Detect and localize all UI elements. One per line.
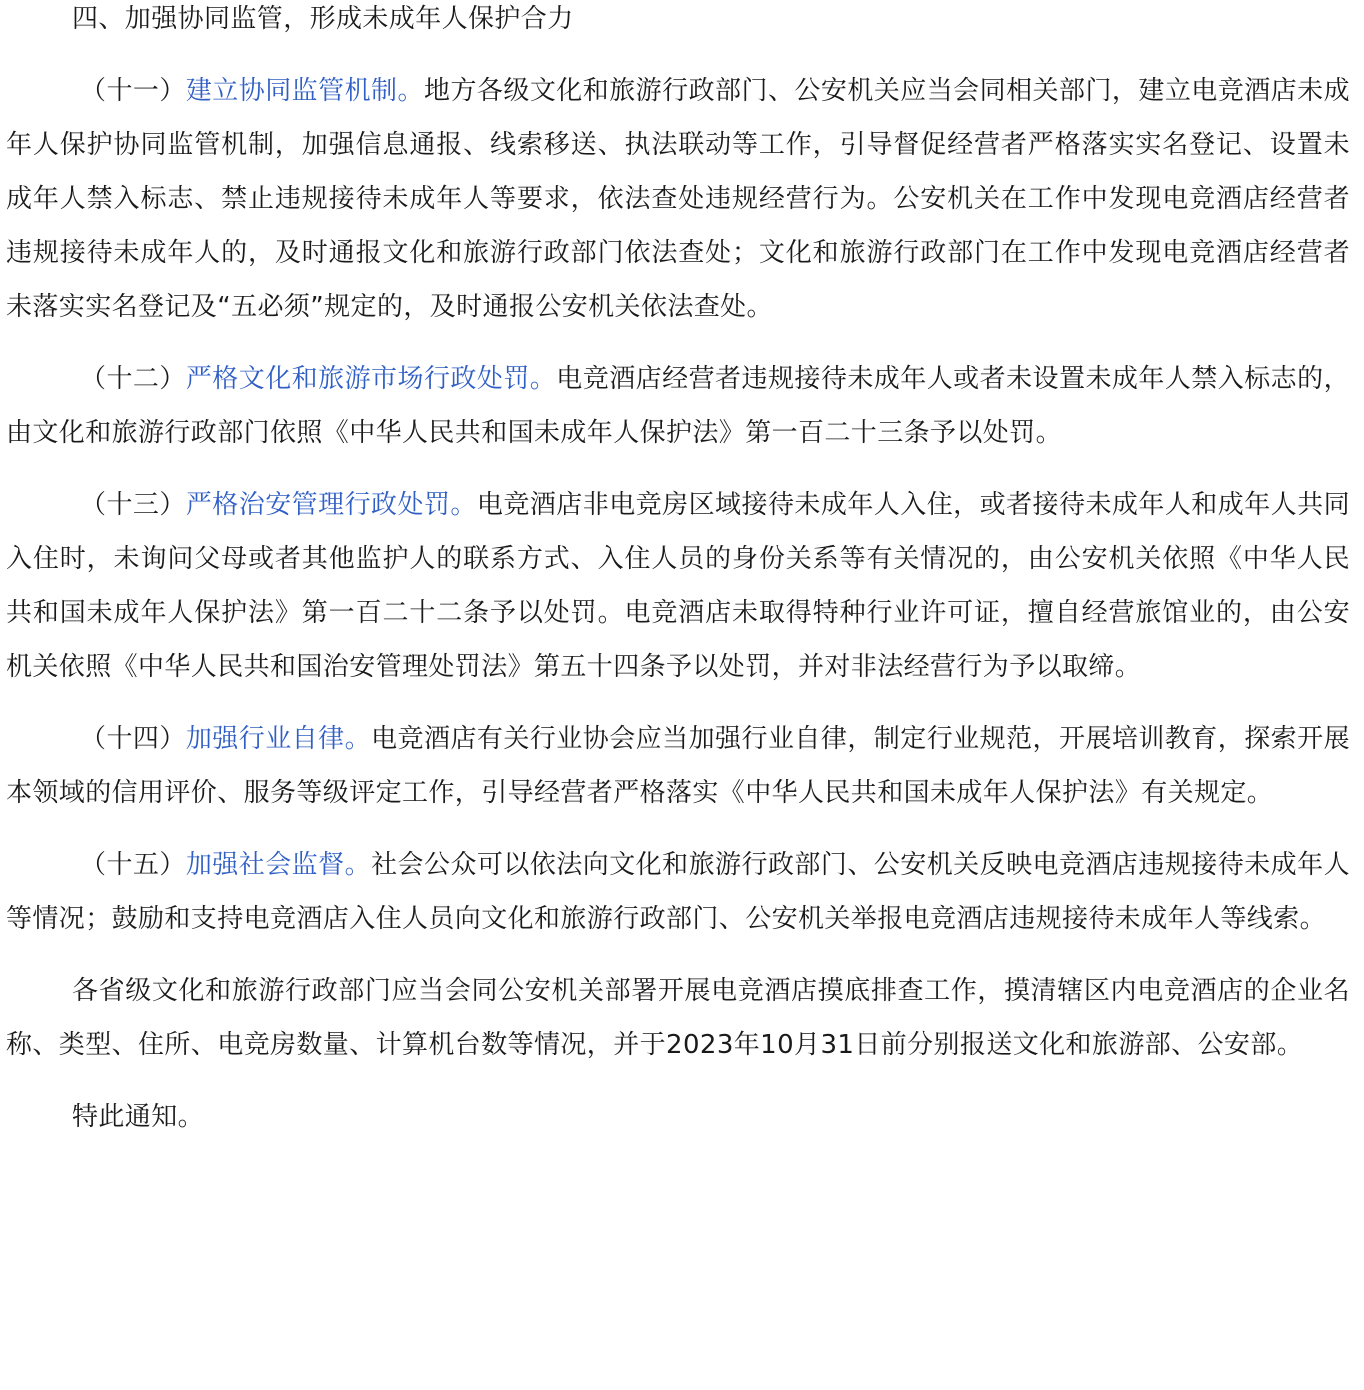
- item-paragraph-15: [6, 838, 1350, 946]
- section-heading: 四、加强协同监管，形成未成年人保护合力: [72, 4, 574, 34]
- item-number: （十四）: [80, 724, 186, 754]
- sign-off: 特此通知。: [72, 1102, 205, 1132]
- item-number: （十三）: [80, 490, 186, 520]
- item-title: 加强社会监督。: [185, 850, 372, 880]
- item-paragraph-13: [6, 478, 1350, 694]
- item-title: 严格文化和旅游市场行政处罚。: [185, 364, 557, 394]
- item-number: （十二）: [80, 364, 186, 394]
- item-title: 严格治安管理行政处罚。: [185, 490, 477, 520]
- item-paragraph-11: [6, 64, 1350, 334]
- item-paragraph-14: [6, 712, 1350, 820]
- item-number: （十五）: [80, 850, 186, 880]
- item-body: 社会公众可以依法向文化和旅游行政部门、公安机关反映电竞酒店违规接待未成年人等情况；鼓励和支持电竞酒店入住人员向文化和旅游行政部门、公安机关举报电竞酒店违规接待未成年人等线索。: [6, 850, 1350, 934]
- closing-paragraph: 各省级文化和旅游行政部门应当会同公安机关部署开展电竞酒店摸底排查工作，摸清辖区内电竞酒店的企业名称、类型、住所、电竞房数量、计算机台数等情况，并于2023年10月31日前分别报送文化和旅游部、公安部。: [6, 976, 1350, 1060]
- item-number: （十一）: [80, 76, 186, 106]
- item-title: 加强行业自律。: [185, 724, 372, 754]
- item-title: 建立协同监管机制。: [185, 76, 424, 106]
- item-body: 电竞酒店经营者违规接待未成年人或者未设置未成年人禁入标志的，由文化和旅游行政部门依照《中华人民共和国未成年人保护法》第一百二十三条予以处罚。: [6, 364, 1350, 448]
- item-body: 电竞酒店非电竞房区域接待未成年人入住，或者接待未成年人和成年人共同入住时，未询问父母或者其他监护人的联系方式、入住人员的身份关系等有关情况的，由公安机关依照《中华人民共和国未成年人保护法》第一百二十二条予以处罚。电竞酒店未取得特种行业许可证，擅自经营旅馆业的，由公安机关依照《中华人民共和国治安管理处罚法》第五十四条予以处罚，并对非法经营行为予以取缔。: [6, 490, 1351, 682]
- item-paragraph-12: [6, 352, 1350, 460]
- item-body: 电竞酒店有关行业协会应当加强行业自律，制定行业规范，开展培训教育，探索开展本领域的信用评价、服务等级评定工作，引导经营者严格落实《中华人民共和国未成年人保护法》有关规定。: [6, 724, 1350, 808]
- item-body: 地方各级文化和旅游行政部门、公安机关应当会同相关部门，建立电竞酒店未成年人保护协同监管机制，加强信息通报、线索移送、执法联动等工作，引导督促经营者严格落实实名登记、设置未成年人禁入标志、禁止违规接待未成年人等要求，依法查处违规经营行为。公安机关在工作中发现电竞酒店经营者违规接待未成年人的，及时通报文化和旅游行政部门依法查处；文化和旅游行政部门在工作中发现电竞酒店经营者未落实实名登记及“五必须”规定的，及时通报公安机关依法查处。: [6, 76, 1350, 322]
